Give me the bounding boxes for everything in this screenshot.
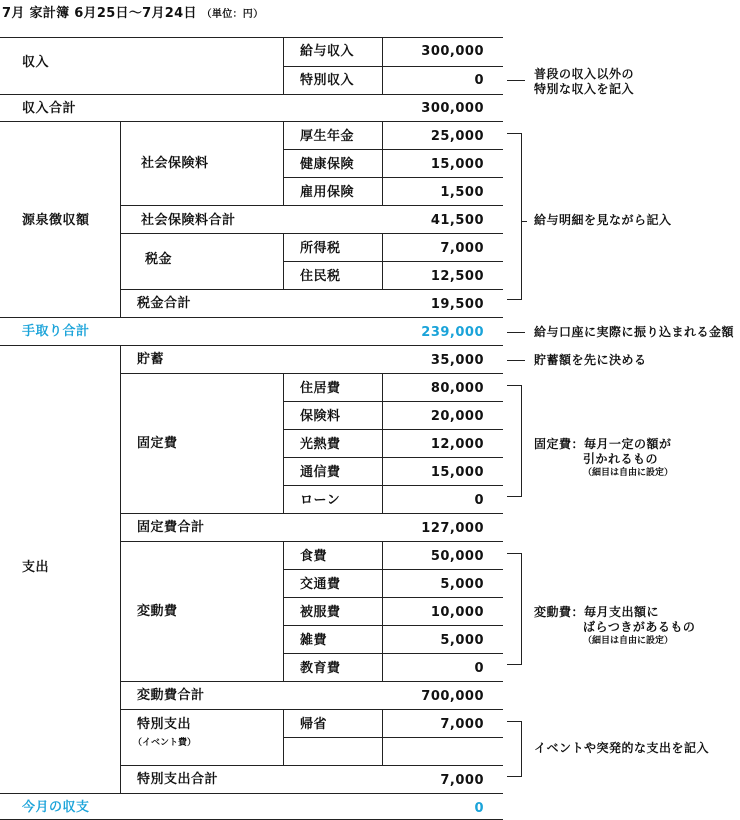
- rule-income-mid: [283, 66, 503, 67]
- balance-value: 0: [474, 801, 484, 816]
- variable-item-label: 雑費: [300, 633, 328, 648]
- variable-item-value: 10,000: [430, 605, 484, 620]
- rule-ex-col2a: [283, 373, 284, 513]
- social-item-label: 健康保険: [300, 157, 355, 172]
- income-item-label: 特別収入: [300, 73, 355, 88]
- bracket-fixed: [507, 386, 522, 497]
- note-special-income-1: 普段の収入以外の: [534, 67, 635, 81]
- social-item-value: 15,000: [430, 157, 484, 172]
- note-takehome: 給与口座に実際に振り込まれる金額: [534, 325, 735, 339]
- note-variable-1: 変動費：毎月支出額に: [534, 605, 660, 619]
- rule-wh-f: [120, 289, 503, 290]
- tax-item-value: 12,500: [430, 269, 484, 284]
- note-variable-2: ばらつきがあるもの: [583, 620, 696, 634]
- rule-ex-o: [120, 765, 503, 766]
- balance-label: 今月の収支: [22, 800, 90, 815]
- rule-income-total-top: [0, 94, 503, 95]
- rule-expense-top: [0, 345, 503, 346]
- rule-ex-g: [120, 541, 503, 542]
- rule-ex-col1: [120, 345, 121, 793]
- income-item-label: 給与収入: [300, 44, 355, 59]
- special-total-value: 7,000: [440, 773, 484, 788]
- fixed-item-label: ローン: [300, 493, 341, 508]
- variable-item-value: 5,000: [440, 633, 484, 648]
- special-sublabel: （イベント費）: [133, 738, 197, 748]
- variable-item-value: 5,000: [440, 577, 484, 592]
- variable-item-label: 交通費: [300, 577, 341, 592]
- rule-ex-n: [283, 737, 503, 738]
- fixed-item-value: 15,000: [430, 465, 484, 480]
- variable-total-label: 変動費合計: [137, 688, 205, 703]
- income-total-value: 300,000: [421, 101, 484, 116]
- fixed-total-value: 127,000: [421, 521, 484, 536]
- rule-wh-c: [120, 205, 503, 206]
- note-fixed-2: 引かれるもの: [583, 452, 659, 466]
- tax-total-label: 税金合計: [137, 296, 192, 311]
- social-item-value: 25,000: [430, 129, 484, 144]
- note-special-income-2: 特別な収入を記入: [534, 82, 635, 96]
- takehome-label: 手取り合計: [22, 324, 90, 339]
- rule-ex-a: [120, 373, 503, 374]
- tax-total-value: 19,500: [430, 297, 484, 312]
- rule-wh-a: [283, 149, 503, 150]
- rule-ex-c: [283, 429, 503, 430]
- title-unit: （単位：円）: [201, 9, 264, 20]
- income-label: 収入: [22, 55, 50, 70]
- title-main: 7月 家計簿 6月25日～7月24日: [2, 6, 197, 21]
- variable-total-value: 700,000: [421, 689, 484, 704]
- variable-item-value: 0: [474, 661, 484, 676]
- bracket-special: [507, 722, 522, 777]
- tax-item-value: 7,000: [440, 241, 484, 256]
- social-item-value: 1,500: [440, 185, 484, 200]
- income-total-label: 収入合計: [22, 101, 77, 116]
- bracket-withholding: [507, 134, 522, 300]
- rule-ex-d: [283, 457, 503, 458]
- rule-wh-col2a: [283, 121, 284, 205]
- special-item-value: 7,000: [440, 717, 484, 732]
- rule-ex-l: [120, 681, 503, 682]
- special-total-label: 特別支出合計: [137, 772, 219, 787]
- variable-label: 変動費: [137, 604, 178, 619]
- rule-ex-i: [283, 597, 503, 598]
- savings-label: 貯蓄: [137, 352, 165, 367]
- note-withholding: 給与明細を見ながら記入: [534, 213, 672, 227]
- social-item-label: 厚生年金: [300, 129, 355, 144]
- savings-value: 35,000: [430, 353, 484, 368]
- fixed-item-value: 80,000: [430, 381, 484, 396]
- rule-wh-col1: [120, 121, 121, 317]
- social-item-label: 雇用保険: [300, 185, 355, 200]
- rule-ex-j: [283, 625, 503, 626]
- rule-ex-col2b: [283, 541, 284, 681]
- takehome-value: 239,000: [421, 325, 484, 340]
- rule-income-col: [283, 37, 284, 94]
- rule-ex-h: [283, 569, 503, 570]
- variable-item-label: 教育費: [300, 661, 341, 676]
- fixed-item-value: 12,000: [430, 437, 484, 452]
- fixed-item-value: 0: [474, 493, 484, 508]
- rule-ex-b: [283, 401, 503, 402]
- rule-wh-d: [120, 233, 503, 234]
- fixed-label: 固定費: [137, 436, 178, 451]
- tax-label: 税金: [145, 252, 173, 267]
- variable-item-value: 50,000: [430, 549, 484, 564]
- variable-item-label: 食費: [300, 549, 328, 564]
- page-title: [2, 2, 263, 21]
- fixed-item-label: 光熱費: [300, 437, 341, 452]
- rule-withholding-top: [0, 121, 503, 122]
- fixed-item-label: 通信費: [300, 465, 341, 480]
- withholding-label: 源泉徴収額: [22, 213, 90, 228]
- rule-ex-m: [120, 709, 503, 710]
- note-variable-3: （細目は自由に設定）: [583, 636, 674, 646]
- rule-wh-b: [283, 177, 503, 178]
- special-label: 特別支出: [137, 717, 192, 732]
- fixed-total-label: 固定費合計: [137, 520, 205, 535]
- rule-ex-k: [283, 653, 503, 654]
- social-label: 社会保険料: [141, 156, 209, 171]
- fixed-item-value: 20,000: [430, 409, 484, 424]
- expense-label: 支出: [22, 560, 50, 575]
- social-total-label: 社会保険料合計: [141, 213, 236, 228]
- rule-balance-top: [0, 793, 503, 794]
- rule-takehome-top: [0, 317, 503, 318]
- tax-item-label: 住民税: [300, 269, 341, 284]
- variable-item-label: 被服費: [300, 605, 341, 620]
- special-item-label: 帰省: [300, 717, 328, 732]
- rule-ex-col2c: [283, 709, 284, 765]
- social-total-value: 41,500: [430, 213, 484, 228]
- rule-top: [0, 37, 503, 38]
- rule-wh-col2b: [283, 233, 284, 289]
- rule-wh-e: [283, 261, 503, 262]
- note-fixed-1: 固定費：毎月一定の額が: [534, 437, 672, 451]
- income-item-value: 300,000: [421, 44, 484, 59]
- fixed-item-label: 保険料: [300, 409, 341, 424]
- fixed-item-label: 住居費: [300, 381, 341, 396]
- rule-ex-f: [120, 513, 503, 514]
- note-fixed-3: （細目は自由に設定）: [583, 468, 674, 478]
- income-item-value: 0: [474, 73, 484, 88]
- tax-item-label: 所得税: [300, 241, 341, 256]
- rule-ex-e: [283, 485, 503, 486]
- note-savings: 貯蓄額を先に決める: [534, 353, 647, 367]
- bracket-variable: [507, 554, 522, 665]
- note-special: イベントや突発的な支出を記入: [534, 741, 710, 755]
